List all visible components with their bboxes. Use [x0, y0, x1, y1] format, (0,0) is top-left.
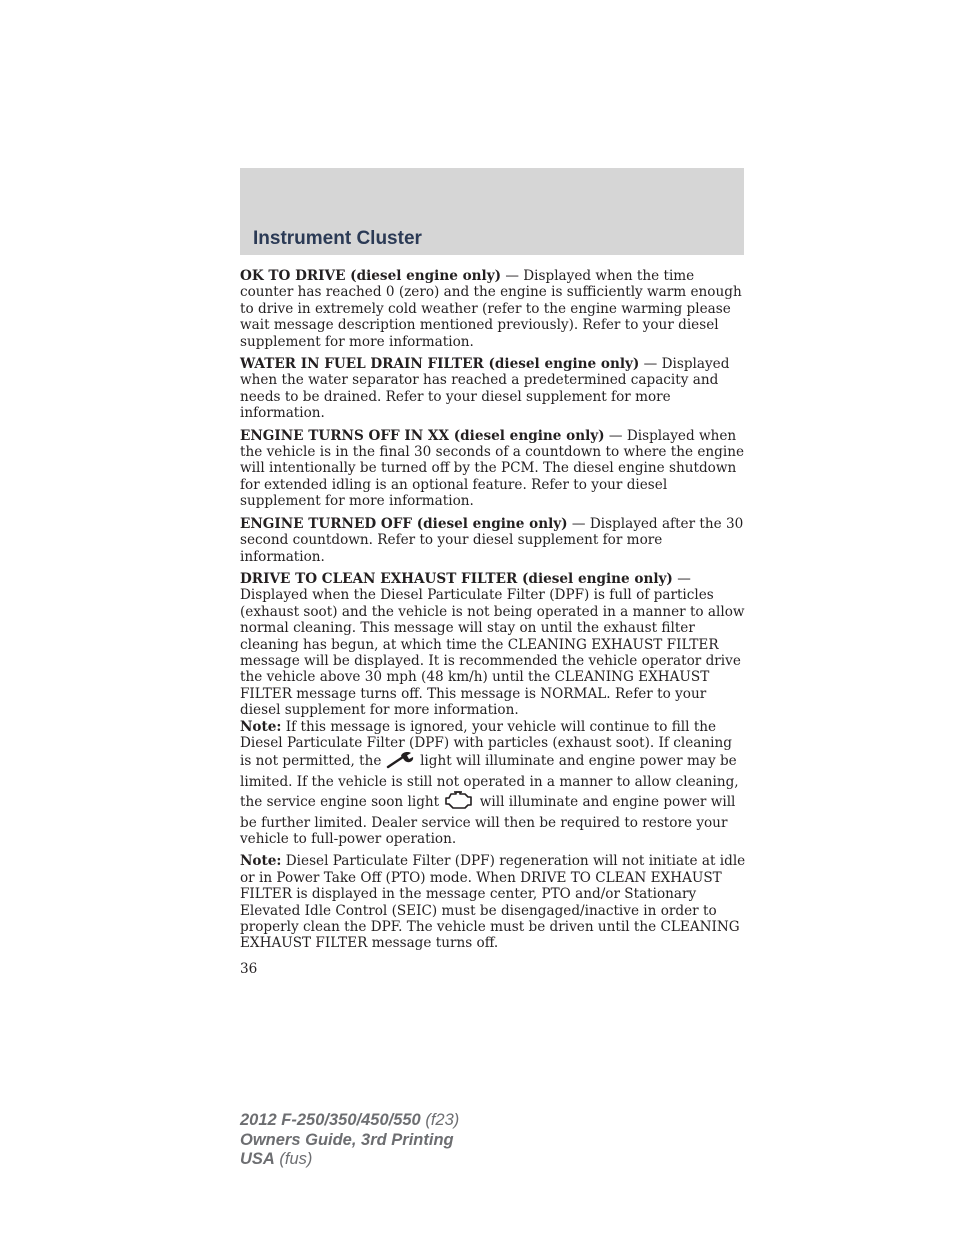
entry-text: — Displayed when the water separator has reached a predetermined capacity and needs to be drained. Refer to your diesel supplement for more information. [240, 356, 730, 422]
footer-code: (f23) [420, 1111, 460, 1129]
note-text: will illuminate and engine power will be further limited. Dealer service will then be required to restore your vehicle to full-power operation. [240, 794, 736, 847]
entry-term: OK TO DRIVE (diesel engine only) [240, 268, 502, 284]
note-text: If this message is ignored, your vehicle will continue to fill the Diesel Particulate Filter (DPF) with particles (exhaust soot). If cleaning is not permitted, the [240, 718, 732, 770]
document-footer [240, 1111, 459, 1170]
engine-icon [443, 790, 475, 814]
note-label: Note: [240, 718, 282, 735]
footer-guide: Owners Guide, 3rd Printing [240, 1130, 454, 1149]
entry-text: — Displayed after the 30 second countdown. Refer to your diesel supplement for more information. [240, 515, 744, 565]
note-dpf-regeneration [240, 853, 746, 951]
footer-model: 2012 F-250/350/450/550 [240, 1111, 421, 1129]
entry-water-in-fuel [240, 356, 746, 422]
entry-engine-turns-off [240, 428, 746, 510]
footer-region-code: (fus) [274, 1150, 313, 1168]
page-number: 36 [240, 961, 258, 977]
footer-line-model [240, 1111, 459, 1131]
entry-text: — Displayed when the time counter has reached 0 (zero) and the engine is sufficiently warm enough to drive in extremely cold weather (refer to the engine warming please wait message description mentioned previously). Refer to your diesel supplement for more information. [240, 268, 742, 350]
entry-text: — Displayed when the Diesel Particulate Filter (DPF) is full of particles (exhaust soot) and the vehicle is not being operated in a manner to allow normal cleaning. This message will stay on until the exhaust filter cleaning has begun, at which time the CLEANING EXHAUST FILTER message will be displayed. It is recommended the vehicle operator drive the vehicle above 30 mph (48 km/h) until the CLEANING EXHAUST FILTER message turns off. This message is NORMAL. Refer to your diesel supplement for more information. [240, 570, 745, 719]
footer-line-guide [240, 1131, 459, 1151]
entry-text: — Displayed when the vehicle is in the final 30 seconds of a countdown to where the engine will intentionally be turned off by the PCM. The diesel engine shutdown for extended idling is an optional feature. Refer to your diesel supplement for more information. [240, 427, 745, 510]
entry-term: ENGINE TURNED OFF (diesel engine only) [240, 515, 568, 532]
entry-term: ENGINE TURNS OFF IN XX (diesel engine only) [240, 427, 605, 444]
entry-drive-to-clean [240, 571, 746, 719]
note-ignored-message [240, 719, 746, 848]
note-label: Note: [240, 853, 282, 870]
entry-engine-turned-off [240, 516, 746, 565]
entry-term: WATER IN FUEL DRAIN FILTER (diesel engine only) [240, 356, 640, 373]
note-text: Diesel Particulate Filter (DPF) regeneration will not initiate at idle or in Power Take Off (PTO) mode. When DRIVE TO CLEAN EXHAUST FILTER is displayed in the message center, PTO and/or Stationary Elevated Idle Control (SEIC) must be disengaged/inactive in order to properly clean the DPF. The vehicle must be driven until the CLEANING EXHAUST FILTER message turns off. [240, 853, 746, 952]
entry-ok-to-drive [240, 268, 746, 350]
note-text: light will illuminate and engine power may be limited. If the vehicle is still not operated in a manner to allow cleaning, the service engine soon light [240, 753, 739, 811]
wrench-icon [386, 751, 416, 773]
footer-line-region [240, 1150, 459, 1170]
page-content [240, 268, 746, 958]
section-title: Instrument Cluster [253, 228, 422, 249]
section-header-band [240, 168, 744, 255]
entry-term: DRIVE TO CLEAN EXHAUST FILTER (diesel engine only) [240, 570, 673, 587]
footer-region: USA [240, 1150, 275, 1168]
